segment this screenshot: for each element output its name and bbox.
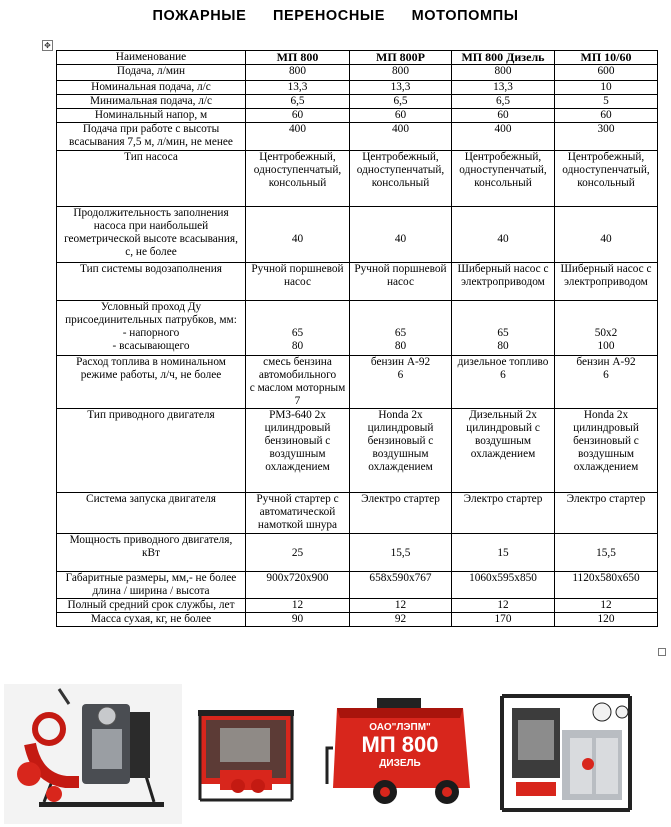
row-value-cell: 15,5 xyxy=(555,534,658,572)
row-value-cell: 12 xyxy=(452,599,555,613)
row-label-cell: Габаритные размеры, мм,- не более длина / ширина / высота xyxy=(57,572,246,599)
photo-mp10-60 xyxy=(492,690,640,818)
table-row xyxy=(57,534,658,572)
row-value-cell: 400 xyxy=(350,123,452,151)
row-value-cell: 1120х580х650 xyxy=(555,572,658,599)
table-header-row xyxy=(57,51,658,65)
row-value-cell: Электро стартер xyxy=(350,493,452,534)
row-value-cell: 60 xyxy=(246,109,350,123)
row-value-cell: 400 xyxy=(246,123,350,151)
header-model-cell: МП 800 xyxy=(246,51,350,65)
page-title: ПОЖАРНЫЕ ПЕРЕНОСНЫЕ МОТОПОМПЫ xyxy=(152,8,519,24)
row-label-cell: Номинальный напор, м xyxy=(57,109,246,123)
row-value-cell: 10 xyxy=(555,81,658,95)
row-value-cell: 50х2 100 xyxy=(555,301,658,356)
row-label-cell: Расход топлива в номинальном режиме работы, л/ч, не более xyxy=(57,356,246,409)
row-value-cell: Дизельный 2х цилиндровый с воздушным охлаждением xyxy=(452,409,555,493)
row-value-cell: 6,5 xyxy=(350,95,452,109)
row-label-cell: Тип приводного двигателя xyxy=(57,409,246,493)
row-value-cell: дизельное топливо 6 xyxy=(452,356,555,409)
table-row xyxy=(57,123,658,151)
row-label-cell: Номинальная подача, л/с xyxy=(57,81,246,95)
header-model-cell: МП 800 Дизель xyxy=(452,51,555,65)
row-value-cell: 5 xyxy=(555,95,658,109)
table-row xyxy=(57,613,658,627)
table-resize-handle[interactable] xyxy=(658,648,666,656)
row-value-cell: 15 xyxy=(452,534,555,572)
row-value-cell: 40 xyxy=(246,207,350,263)
table-row xyxy=(57,409,658,493)
row-value-cell: Центробежный, одноступенчатый, консольный xyxy=(452,151,555,207)
row-value-cell: 60 xyxy=(350,109,452,123)
row-value-cell: 6,5 xyxy=(452,95,555,109)
row-value-cell: Электро стартер xyxy=(452,493,555,534)
row-label-cell: Тип насоса xyxy=(57,151,246,207)
table-row xyxy=(57,65,658,81)
table-row xyxy=(57,109,658,123)
row-label-cell: Подача при работе с высоты всасывания 7,5 м, л/мин, не менее xyxy=(57,123,246,151)
table-row xyxy=(57,356,658,409)
row-label-cell: Масса сухая, кг, не более xyxy=(57,613,246,627)
row-value-cell: Honda 2х цилиндровый бензиновый с воздушным охлаждением xyxy=(350,409,452,493)
row-value-cell: 15,5 xyxy=(350,534,452,572)
photo-mp800 xyxy=(4,684,182,824)
row-value-cell: 90 xyxy=(246,613,350,627)
row-label-cell: Подача, л/мин xyxy=(57,65,246,81)
row-value-cell: 12 xyxy=(555,599,658,613)
row-value-cell: 12 xyxy=(246,599,350,613)
row-value-cell: 60 xyxy=(452,109,555,123)
table-row xyxy=(57,263,658,301)
row-value-cell: Ручной поршневой насос xyxy=(246,263,350,301)
row-value-cell: 1060х595х850 xyxy=(452,572,555,599)
row-value-cell: 60 xyxy=(555,109,658,123)
row-value-cell: 658х590х767 xyxy=(350,572,452,599)
table-row xyxy=(57,599,658,613)
row-value-cell: 800 xyxy=(452,65,555,81)
row-value-cell: 40 xyxy=(555,207,658,263)
row-value-cell: Шиберный насос с электроприводом xyxy=(555,263,658,301)
table-row xyxy=(57,572,658,599)
row-value-cell: Шиберный насос с электроприводом xyxy=(452,263,555,301)
row-value-cell: 92 xyxy=(350,613,452,627)
row-label-cell: Продолжительность заполнения насоса при наибольшей геометрической высоте всасывания, с, не более xyxy=(57,207,246,263)
product-photos xyxy=(0,684,671,827)
table-row xyxy=(57,81,658,95)
row-value-cell: 800 xyxy=(246,65,350,81)
table-row xyxy=(57,301,658,356)
table-row xyxy=(57,151,658,207)
spec-table xyxy=(56,50,658,627)
row-label-cell: Система запуска двигателя xyxy=(57,493,246,534)
table-move-handle-icon[interactable]: ✥ xyxy=(42,40,53,51)
row-value-cell: 900х720х900 xyxy=(246,572,350,599)
row-value-cell: 120 xyxy=(555,613,658,627)
table-row xyxy=(57,493,658,534)
row-value-cell: 6,5 xyxy=(246,95,350,109)
diesel-model: МП 800 xyxy=(361,732,439,757)
row-value-cell: 13,3 xyxy=(350,81,452,95)
row-label-cell: Условный проход Ду присоединительных патрубков, мм: - напорного - всасывающего xyxy=(57,301,246,356)
row-label-cell: Тип системы водозаполнения xyxy=(57,263,246,301)
row-label-cell: Полный средний срок службы, лет xyxy=(57,599,246,613)
header-name-cell: Наименование xyxy=(57,51,246,65)
photo-mp800-diesel xyxy=(325,688,475,818)
diesel-brand: ОАО"ЛЭПМ" xyxy=(369,722,431,733)
row-value-cell: бензин А-92 6 xyxy=(555,356,658,409)
row-value-cell: 600 xyxy=(555,65,658,81)
row-value-cell: 13,3 xyxy=(246,81,350,95)
spec-table-body xyxy=(57,51,658,627)
row-value-cell: Электро стартер xyxy=(555,493,658,534)
row-value-cell: Центробежный, одноступенчатый, консольный xyxy=(246,151,350,207)
row-label-cell: Минимальная подача, л/с xyxy=(57,95,246,109)
row-value-cell: Ручной стартер с автоматической намоткой шнура xyxy=(246,493,350,534)
header-model-cell: МП 800Р xyxy=(350,51,452,65)
row-value-cell: 13,3 xyxy=(452,81,555,95)
table-row xyxy=(57,95,658,109)
row-value-cell: Ручной поршневой насос xyxy=(350,263,452,301)
row-value-cell: 800 xyxy=(350,65,452,81)
row-value-cell: 65 80 xyxy=(350,301,452,356)
diesel-sub: ДИЗЕЛЬ xyxy=(379,758,421,769)
row-value-cell: 40 xyxy=(452,207,555,263)
row-value-cell: 170 xyxy=(452,613,555,627)
row-value-cell: Центробежный, одноступенчатый, консольный xyxy=(350,151,452,207)
row-value-cell: 25 xyxy=(246,534,350,572)
row-value-cell: 12 xyxy=(350,599,452,613)
photo-mp800r xyxy=(190,692,302,810)
row-value-cell: 65 80 xyxy=(452,301,555,356)
row-value-cell: смесь бензина автомобильного с маслом моторным 7 xyxy=(246,356,350,409)
row-value-cell: 400 xyxy=(452,123,555,151)
row-value-cell: Центробежный, одноступенчатый, консольный xyxy=(555,151,658,207)
row-label-cell: Мощность приводного двигателя, кВт xyxy=(57,534,246,572)
row-value-cell: 300 xyxy=(555,123,658,151)
row-value-cell: 65 80 xyxy=(246,301,350,356)
header-model-cell: МП 10/60 xyxy=(555,51,658,65)
table-row xyxy=(57,207,658,263)
row-value-cell: Honda 2х цилиндровый бензиновый с воздушным охлаждением xyxy=(555,409,658,493)
row-value-cell: бензин А-92 6 xyxy=(350,356,452,409)
row-value-cell: РМЗ-640 2х цилиндровый бензиновый с воздушным охлаждением xyxy=(246,409,350,493)
row-value-cell: 40 xyxy=(350,207,452,263)
